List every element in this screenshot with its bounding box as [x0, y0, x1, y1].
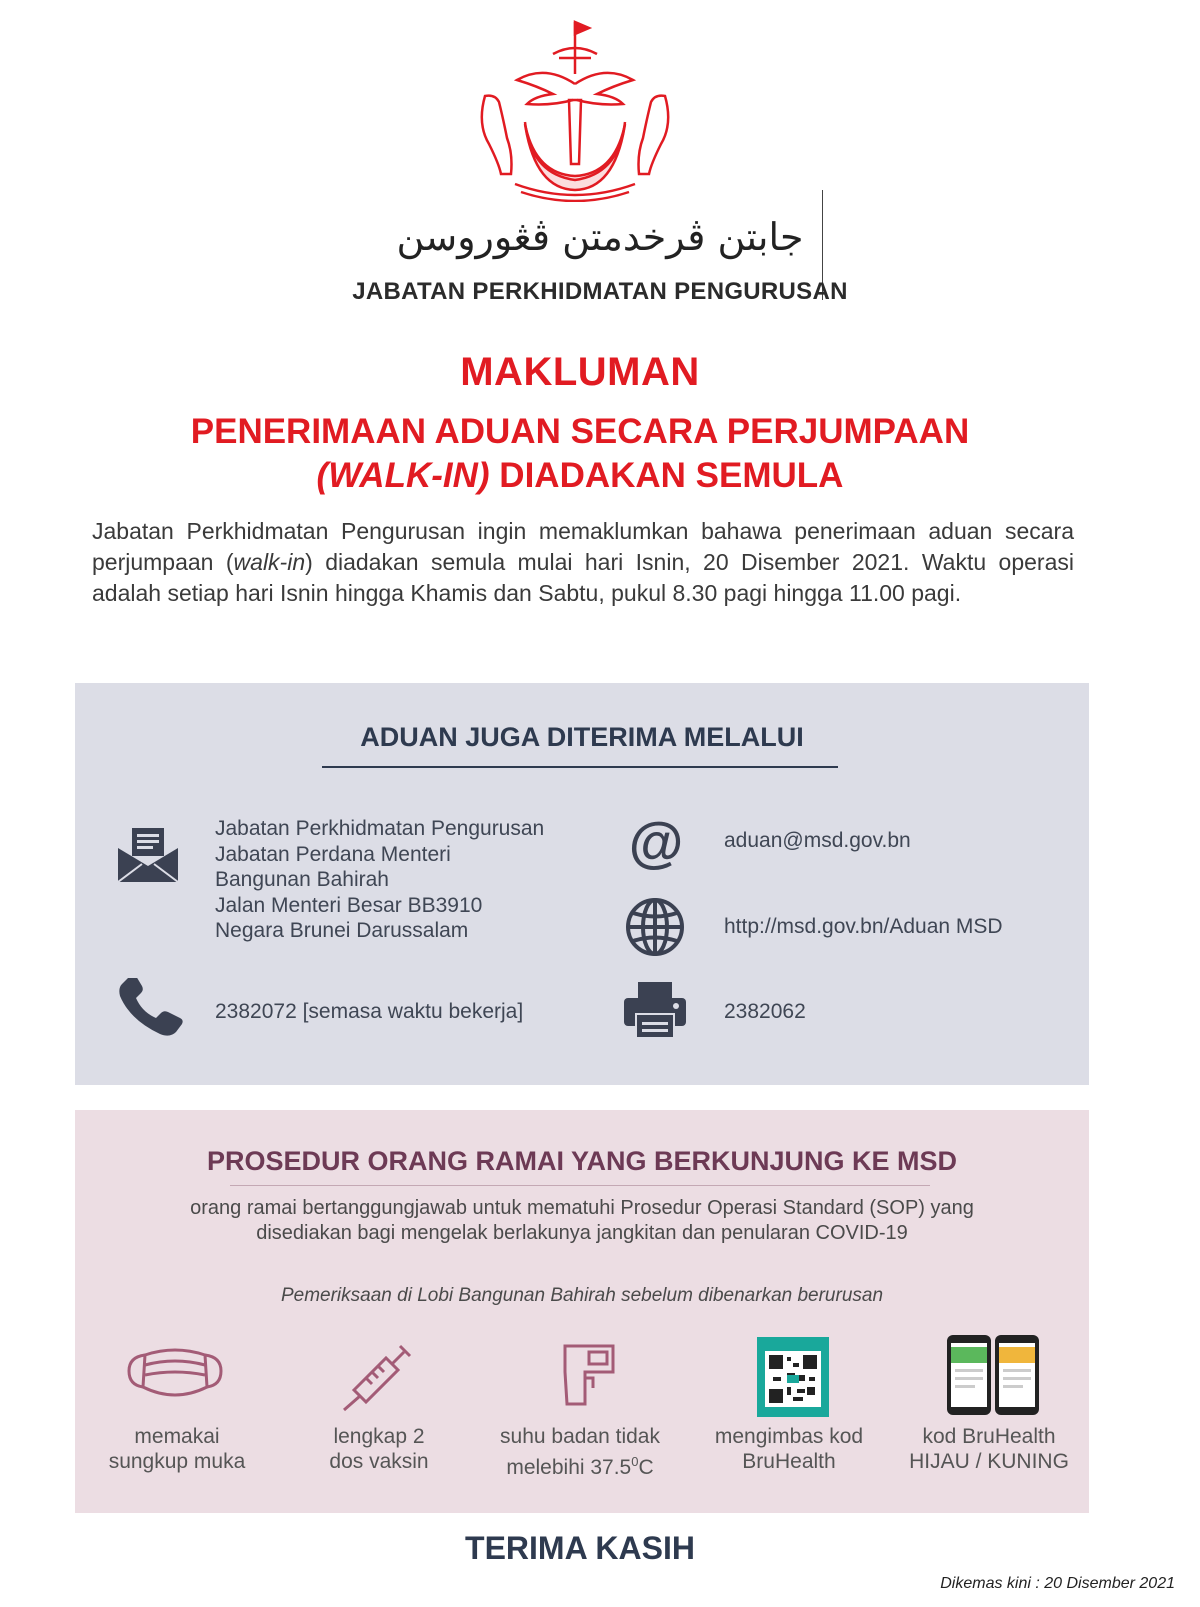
procedure-item-caption: sungkup muka	[108, 1450, 246, 1473]
contact-heading-underline	[322, 766, 838, 768]
fax-number: 2382062	[724, 1000, 806, 1023]
last-updated-text: Dikemas kini : 20 Disember 2021	[940, 1575, 1175, 1592]
thank-you-text: TERIMA KASIH	[465, 1530, 695, 1566]
procedure-item-caption: kod BruHealth	[922, 1425, 1056, 1448]
face-mask-icon	[125, 1345, 225, 1403]
procedure-heading: PROSEDUR ORANG RAMAI YANG BERKUNJUNG KE MSD	[206, 1146, 958, 1176]
procedure-item-caption: memakai	[134, 1425, 220, 1448]
intro-text-part2: ) diadakan semula mulai hari Isnin, 20 Disember 2021. Waktu operasi adalah setiap hari Isnin hingga Khamis dan Sabtu, pukul 8.30 pagi hingga 11.00 pagi.	[92, 549, 1074, 606]
intro-text-part1: Jabatan Perkhidmatan Pengurusan ingin memaklumkan bahawa penerimaan aduan secara perjumpaan (	[92, 518, 1074, 575]
temp-prefix: melebihi 37.5	[506, 1456, 632, 1479]
department-name: JABATAN PERKHIDMATAN PENGURUSAN	[352, 278, 848, 305]
address-line: Negara Brunei Darussalam	[215, 919, 469, 942]
procedure-item-caption: suhu badan tidak	[500, 1425, 660, 1448]
intro-walk-in: walk-in	[233, 549, 306, 575]
procedure-heading-underline	[230, 1185, 930, 1186]
qr-code-icon	[757, 1337, 829, 1417]
procedure-item-caption: lengkap 2	[333, 1425, 425, 1448]
bruhealth-phones-icon	[945, 1333, 1041, 1417]
at-sign-icon: @	[628, 810, 684, 873]
procedure-item-scan-qr	[689, 1424, 889, 1474]
procedure-item-temperature	[480, 1424, 680, 1480]
fax-printer-icon	[622, 980, 688, 1040]
procedure-item-caption: dos vaksin	[329, 1450, 429, 1473]
procedure-desc-line: disediakan bagi mengelak berlakunya jangkitan dan penularan COVID-19	[256, 1222, 908, 1244]
temp-degree: 0	[631, 1454, 639, 1469]
phone-icon	[116, 978, 186, 1038]
notice-title-line1: PENERIMAAN ADUAN SECARA PERJUMPAAN	[190, 412, 970, 451]
address-line: Jalan Menteri Besar BB3910	[215, 893, 483, 917]
address-line: Jabatan Perdana Menteri	[215, 842, 451, 866]
website-url[interactable]: http://msd.gov.bn/Aduan MSD	[724, 915, 1003, 938]
address-line: Jabatan Perkhidmatan Pengurusan	[215, 817, 545, 840]
jawi-department-name: جابتن ڤرخدمتن ڤڠوروسن	[396, 215, 804, 259]
procedure-item-caption: HIJAU / KUNING	[909, 1450, 1069, 1473]
intro-paragraph	[92, 516, 1074, 609]
email-address[interactable]: aduan@msd.gov.bn	[724, 829, 911, 852]
procedure-check-note: Pemeriksaan di Lobi Bangunan Bahirah sebelum dibenarkan berurusan	[280, 1285, 884, 1306]
thermometer-gun-icon	[555, 1342, 619, 1408]
postal-address	[215, 816, 595, 944]
notice-title-line2	[0, 456, 1160, 496]
procedure-item-vaccine	[279, 1424, 479, 1474]
address-line: Bangunan Bahirah	[215, 868, 389, 891]
globe-icon	[624, 896, 686, 958]
brunei-crest-logo	[455, 14, 695, 202]
phone-number[interactable]: 2382072 [semasa waktu bekerja]	[215, 1000, 524, 1023]
procedure-item-mask	[77, 1424, 277, 1474]
procedure-item-caption: BruHealth	[742, 1450, 836, 1473]
title-line2-rest: DIADAKAN SEMULA	[499, 456, 844, 495]
syringe-icon	[340, 1340, 416, 1412]
procedure-description	[100, 1196, 1064, 1246]
mail-envelope-icon	[116, 826, 180, 884]
temp-unit: C	[638, 1456, 654, 1479]
procedure-item-caption	[480, 1449, 680, 1480]
procedure-item-caption: mengimbas kod	[714, 1425, 864, 1448]
procedure-desc-line: orang ramai bertanggungjawab untuk mematuhi Prosedur Operasi Standard (SOP) yang	[190, 1197, 974, 1219]
notice-label: MAKLUMAN	[460, 350, 700, 394]
walk-in-italic: (WALK-IN)	[316, 456, 490, 495]
contact-heading: ADUAN JUGA DITERIMA MELALUI	[360, 722, 804, 752]
procedure-item-bruhealth-code	[889, 1424, 1089, 1474]
